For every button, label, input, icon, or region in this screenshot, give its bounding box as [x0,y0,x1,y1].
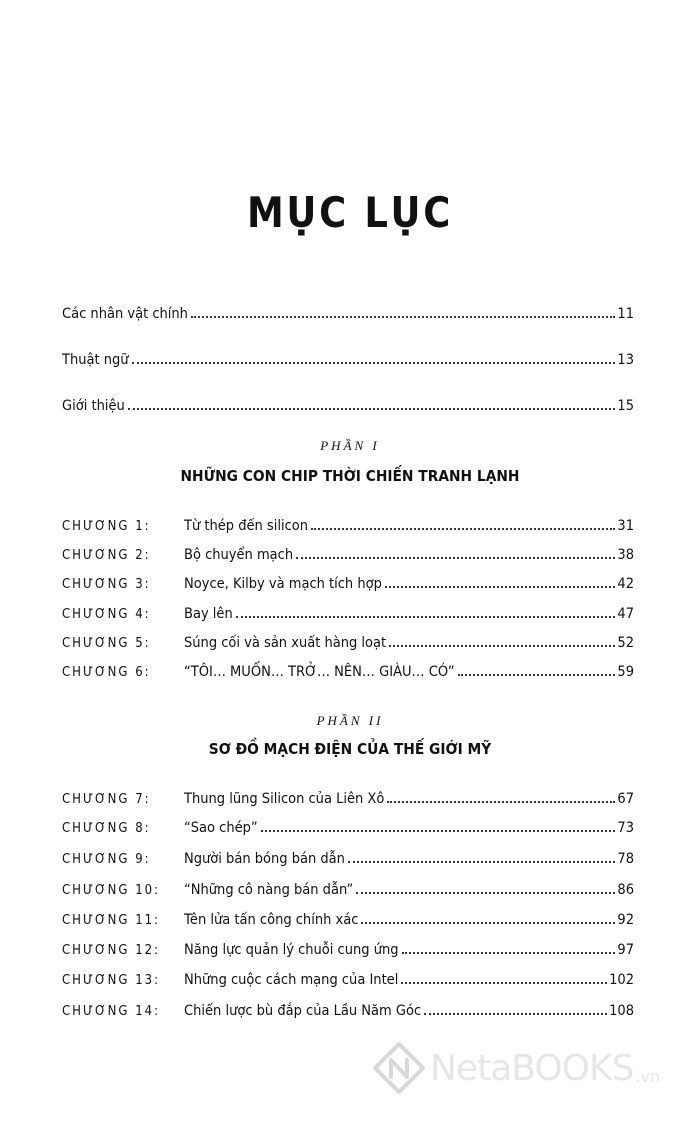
toc-chapter-7[interactable] [62,785,634,807]
entry-label: Các nhân vật chính [62,306,188,322]
chapter-title: Từ thép đến silicon [184,518,309,534]
toc-chapter-4[interactable] [62,600,634,622]
part-1-kicker: PHẦN I [320,438,380,453]
chapter-title: Súng cối và sản xuất hàng loạt [184,635,387,651]
chapter-number: CHƯƠNG 1: [62,519,151,534]
entry-page: 11 [617,306,634,322]
chapter-title: Năng lực quản lý chuỗi cung ứng [184,942,399,958]
toc-chapter-13[interactable] [62,966,634,988]
chapter-number: CHƯƠNG 11: [62,913,161,928]
part-2-title: SƠ ĐỒ MẠCH ĐIỆN CỦA THẾ GIỚI MỸ [208,740,492,758]
chapter-number: CHƯƠNG 12: [62,943,161,958]
chapter-title: Những cuộc cách mạng của Intel [184,972,399,988]
watermark-tld: .vn [635,1067,661,1086]
toc-chapter-2[interactable] [62,541,634,563]
chapter-page: 108 [609,1003,634,1019]
chapter-page: 38 [617,547,634,563]
dot-leader [361,922,615,924]
toc-chapter-14[interactable] [62,997,634,1019]
toc-chapter-3[interactable] [62,570,634,592]
chapter-title: Bộ chuyển mạch [184,547,294,563]
dot-leader [128,408,616,410]
chapter-page: 52 [617,635,634,651]
chapter-title: “Sao chép” [184,820,258,836]
chapter-number: CHƯƠNG 2: [62,548,151,563]
dot-leader [402,952,616,954]
chapter-title: “TÔI… MUỐN… TRỞ… NÊN… GIÀU… CÓ” [184,664,455,680]
chapter-title: Bay lên [184,606,233,622]
chapter-page: 102 [609,972,634,988]
chapter-number: CHƯƠNG 6: [62,665,151,680]
chapter-title: Thung lũng Silicon của Liên Xô [184,791,385,807]
chapter-page: 42 [617,576,634,592]
chapter-title: Tên lửa tấn công chính xác [184,912,359,928]
netabooks-logo-icon [372,1041,426,1095]
dot-leader [236,616,616,618]
watermark-brand: NetaBOOKS [430,1047,634,1089]
chapter-page: 67 [617,791,634,807]
toc-chapter-10[interactable] [62,876,634,898]
toc-chapter-9[interactable] [62,845,634,867]
toc-chapter-8[interactable] [62,814,634,836]
chapter-page: 86 [617,882,634,898]
dot-leader [191,316,615,318]
chapter-number: CHƯƠNG 8: [62,821,151,836]
dot-leader [356,892,615,894]
chapter-number: CHƯƠNG 4: [62,607,151,622]
chapter-page: 97 [617,942,634,958]
netabooks-watermark [372,1038,660,1098]
chapter-number: CHƯƠNG 5: [62,636,151,651]
dot-leader [296,557,615,559]
chapter-number: CHƯƠNG 14: [62,1004,161,1019]
chapter-page: 59 [617,664,634,680]
dot-leader [401,982,607,984]
chapter-title: Noyce, Kilby và mạch tích hợp [184,576,382,592]
toc-entry-glossary[interactable] [62,346,634,368]
entry-page: 13 [617,352,634,368]
dot-leader [261,830,616,832]
page-title: MỤC LỤC [247,188,453,237]
toc-chapter-6[interactable] [62,658,634,680]
chapter-page: 73 [617,820,634,836]
entry-page: 15 [617,398,634,414]
part-1-title: NHỮNG CON CHIP THỜI CHIẾN TRANH LẠNH [180,467,520,485]
chapter-page: 92 [617,912,634,928]
chapter-number: CHƯƠNG 10: [62,883,161,898]
toc-entry-introduction[interactable] [62,392,634,414]
dot-leader [387,801,615,803]
part-2-kicker: PHẦN II [316,713,384,728]
dot-leader [389,645,615,647]
dot-leader [311,528,615,530]
chapter-title: Chiến lược bù đắp của Lầu Năm Góc [184,1003,422,1019]
chapter-title: Người bán bóng bán dẫn [184,851,345,867]
dot-leader [348,861,615,863]
toc-chapter-11[interactable] [62,906,634,928]
toc-chapter-12[interactable] [62,936,634,958]
entry-label: Giới thiệu [62,398,125,414]
chapter-number: CHƯƠNG 7: [62,792,151,807]
toc-chapter-1[interactable] [62,512,634,534]
chapter-page: 78 [617,851,634,867]
dot-leader [458,674,616,676]
chapter-number: CHƯƠNG 9: [62,852,151,867]
toc-chapter-5[interactable] [62,629,634,651]
chapter-number: CHƯƠNG 13: [62,973,161,988]
dot-leader [424,1013,607,1015]
entry-label: Thuật ngữ [62,352,129,368]
dot-leader [385,586,616,588]
chapter-number: CHƯƠNG 3: [62,577,151,592]
chapter-page: 47 [617,606,634,622]
toc-entry-main-characters[interactable] [62,300,634,322]
chapter-title: “Những cô nàng bán dẫn” [184,882,354,898]
chapter-page: 31 [617,518,634,534]
dot-leader [132,362,616,364]
